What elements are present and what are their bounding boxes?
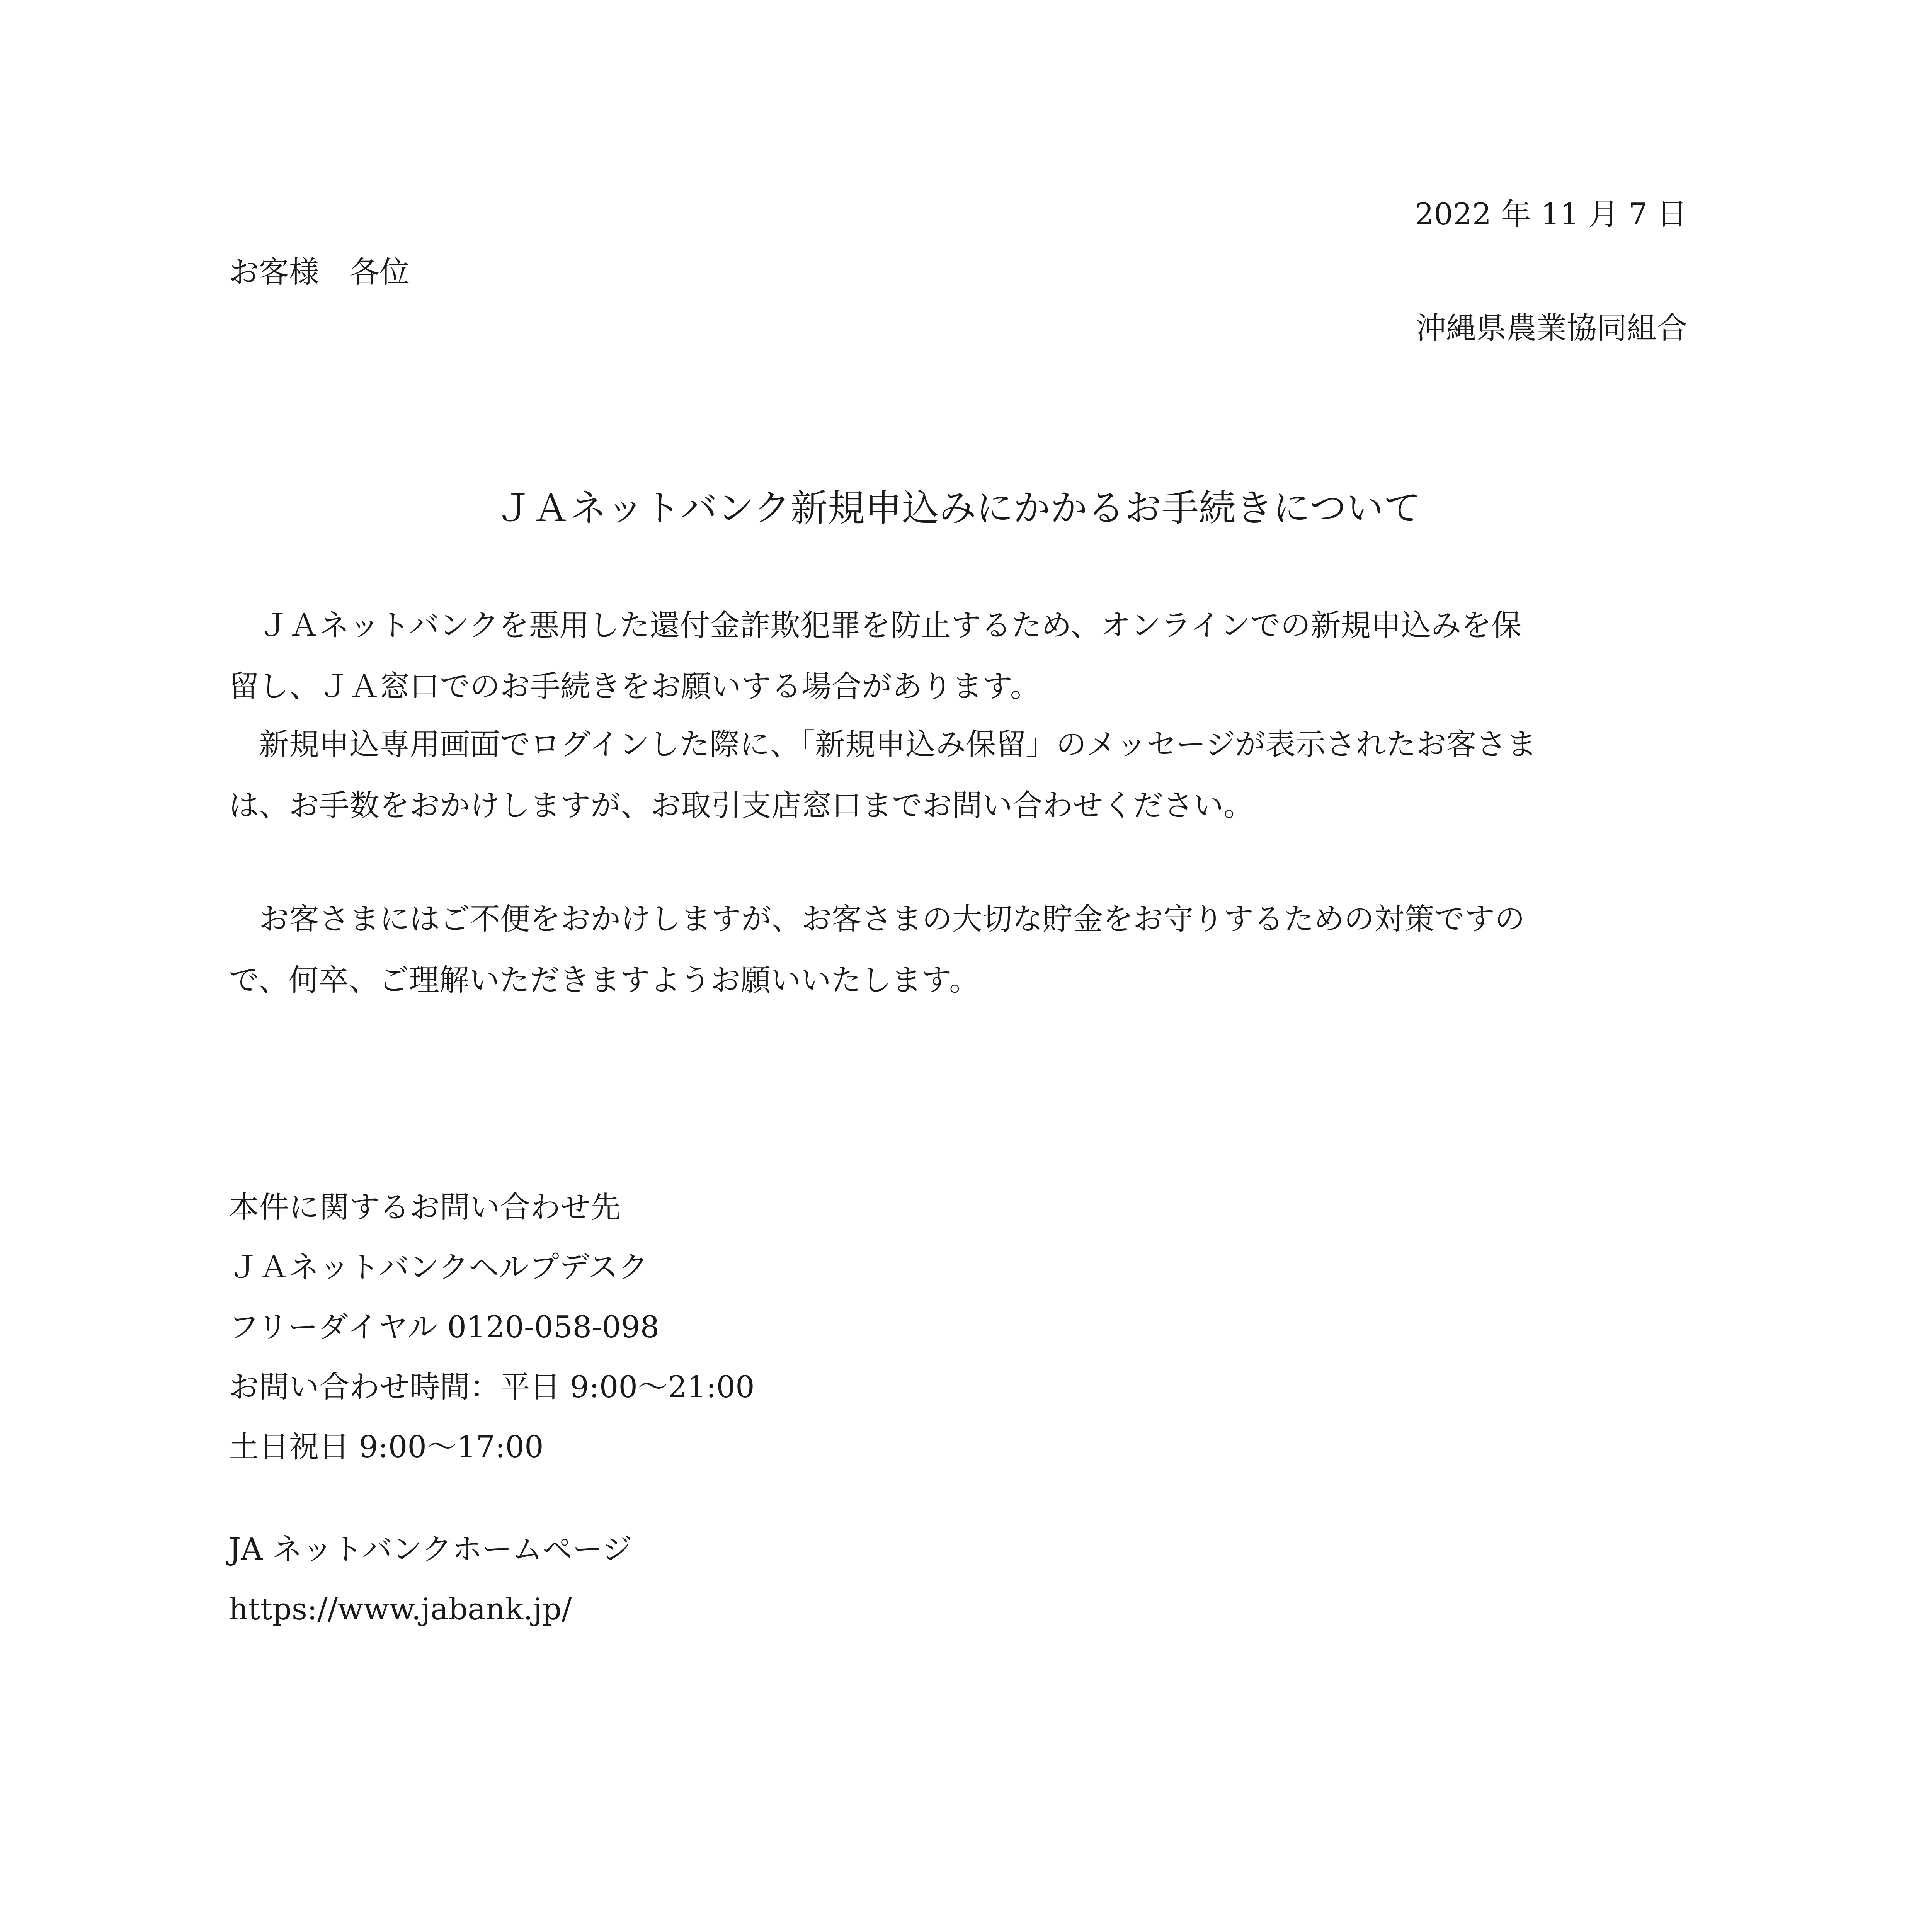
body-paragraph-2-line-2: は、お手数をおかけしますが、お取引支店窓口までお問い合わせください。 xyxy=(229,788,1254,823)
recipient-line: お客様 各位 xyxy=(229,255,410,290)
body-paragraph-1 xyxy=(229,595,1693,717)
website-url[interactable]: https://www.jabank.jp/ xyxy=(229,1592,572,1627)
body-paragraph-2 xyxy=(229,714,1693,836)
body-paragraph-3-line-2: で、何卒、ご理解いただきますようお願いいたします。 xyxy=(229,963,980,998)
document-date: 2022 年 11 月 7 日 xyxy=(1414,197,1687,232)
helpdesk-name: ＪＡネットバンクヘルプデスク xyxy=(229,1250,648,1285)
sender-organization: 沖縄県農業協同組合 xyxy=(1416,311,1687,346)
contact-hours-weekday: お問い合わせ時間：平日 9:00〜21:00 xyxy=(229,1370,755,1405)
body-paragraph-3 xyxy=(229,889,1693,1011)
contact-hours-weekend: 土日祝日 9:00〜17:00 xyxy=(229,1430,544,1464)
document-title: ＪＡネットバンク新規申込みにかかるお手続きについて xyxy=(495,486,1421,530)
body-paragraph-1-line-1: ＪＡネットバンクを悪用した還付金詐欺犯罪を防止するため、オンラインでの新規申込みを保 xyxy=(229,608,1522,643)
contact-heading: 本件に関するお問い合わせ先 xyxy=(229,1190,621,1225)
body-paragraph-2-line-1: 新規申込専用画面でログインした際に、「新規申込み保留」のメッセージが表示されたお客さま xyxy=(229,727,1537,762)
website-label: JA ネットバンクホームページ xyxy=(229,1532,632,1567)
body-paragraph-1-line-2: 留し、ＪＡ窓口でのお手続きをお願いする場合があります。 xyxy=(229,669,1040,704)
freedial-number: フリーダイヤル 0120-058-098 xyxy=(229,1310,660,1345)
body-paragraph-3-line-1: お客さまにはご不便をおかけしますが、お客さまの大切な貯金をお守りするための対策ですの xyxy=(229,902,1525,937)
